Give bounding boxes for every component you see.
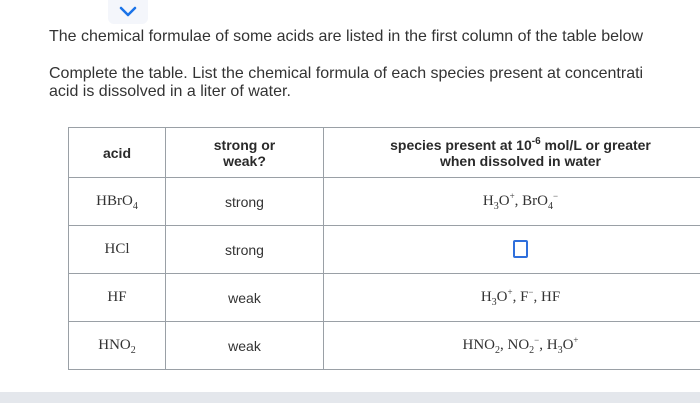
- acid-formula-hno2: $HNO_2$: [69, 322, 166, 370]
- acid-formula-hf: HF: [69, 274, 166, 322]
- strength-answer[interactable]: weak: [166, 274, 324, 322]
- acid-formula-hbro4: HBrO$_4$: [69, 178, 166, 226]
- bottom-scroll-region: [0, 392, 700, 403]
- header-strength: strong or weak?: [166, 128, 324, 178]
- answer-input-box[interactable]: [513, 240, 528, 258]
- acid-table: [68, 127, 700, 370]
- strength-answer[interactable]: weak: [166, 322, 324, 370]
- acid-formula-hcl: HCl: [69, 226, 166, 274]
- chevron-down-icon: [119, 6, 137, 18]
- table-row: [69, 274, 700, 322]
- species-answer[interactable]: $H_3O^+$, F−, HF: [324, 274, 700, 322]
- collapse-chevron-button[interactable]: [108, 0, 148, 24]
- species-answer-empty[interactable]: [324, 226, 700, 274]
- table-header-row: [69, 128, 700, 178]
- question-instruction: Complete the table. List the chemical formula of each species present at concentrati: [49, 65, 644, 82]
- header-species: species present at $10^{-6}$ mol/L or greater when dissolved in water: [324, 128, 700, 178]
- strength-answer[interactable]: strong: [166, 178, 324, 226]
- question-intro: The chemical formulae of some acids are listed in the first column of the table below: [49, 28, 644, 45]
- species-answer[interactable]: $H_3O^+$, BrO$_4$−: [324, 178, 700, 226]
- question-instruction-cont: acid is dissolved in a liter of water.: [49, 83, 291, 100]
- table-row: [69, 178, 700, 226]
- table-row: [69, 322, 700, 370]
- table-row: [69, 226, 700, 274]
- species-answer[interactable]: $HNO_2$, $NO_2^-$, $H_3O^+$: [324, 322, 700, 370]
- strength-answer[interactable]: strong: [166, 226, 324, 274]
- header-acid: acid: [69, 128, 166, 178]
